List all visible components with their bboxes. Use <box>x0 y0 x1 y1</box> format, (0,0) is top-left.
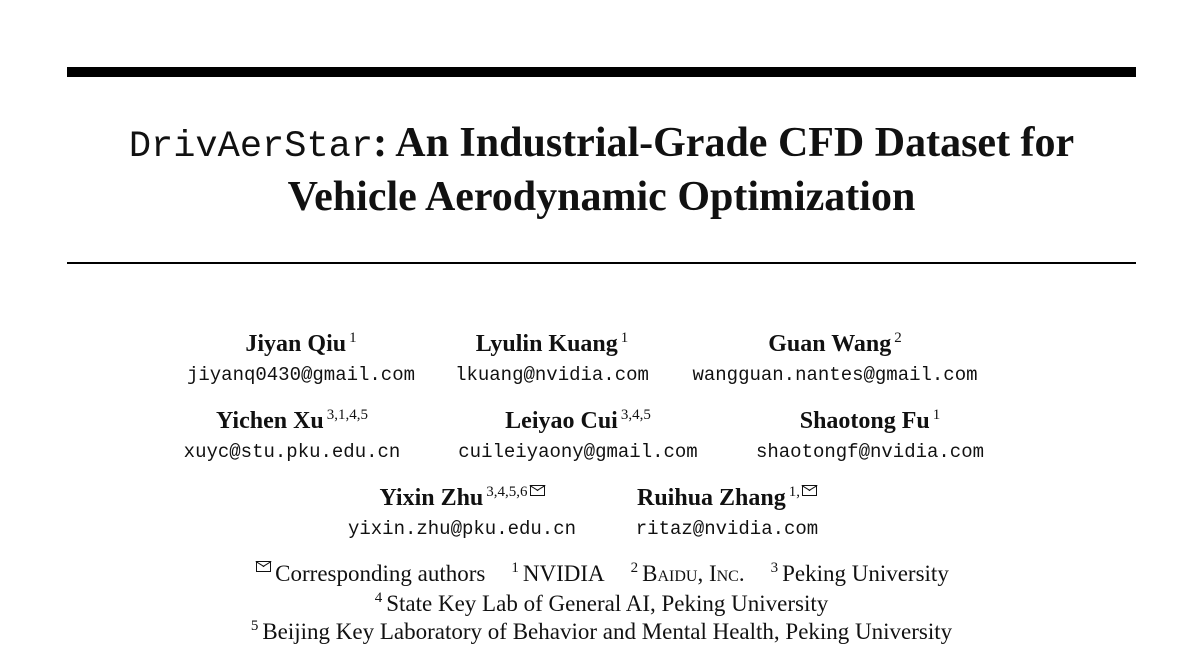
author-name: Guan Wang $^2$ <box>768 330 902 357</box>
author-affiliation-marks: 1 <box>620 330 629 346</box>
author-email[interactable]: xuyc@stu.pku.edu.cn <box>183 441 401 463</box>
author-email[interactable]: lkuang@nvidia.com <box>455 364 649 386</box>
author-email[interactable]: wangguan.nantes@gmail.com <box>692 364 978 386</box>
affiliation-peking: Peking University <box>782 561 949 586</box>
bottom-rule <box>67 262 1136 264</box>
affiliations-line-1: Corresponding authors $^1$ NVIDIA $^2$ Baidu, Inc. $^3$ Peking University <box>67 554 1136 588</box>
author-affiliation-marks: 3,1,4,5 <box>326 407 369 423</box>
author-affiliation-marks: 1, <box>789 484 817 500</box>
author-name: Jiyan Qiu $^1$ <box>245 330 357 357</box>
author-affiliation-marks: 1 <box>349 330 357 346</box>
author-block <box>700 401 1040 463</box>
author-email[interactable]: jiyanq0430@gmail.com <box>186 364 416 386</box>
paper-title-line-1 <box>67 118 1136 172</box>
author-email[interactable]: yixin.zhu@pku.edu.cn <box>347 518 577 540</box>
author-affiliation-marks: 3,4,5 <box>620 407 651 423</box>
author-name: Leiyao Cui $^{3,4,5}$ <box>505 407 651 434</box>
envelope-icon <box>802 485 817 496</box>
envelope-icon <box>530 485 545 496</box>
author-block <box>665 324 1005 386</box>
author-name: Ruihua Zhang $^{1,}$ <box>557 478 897 512</box>
affiliation-state-key-lab: State Key Lab of General AI, Peking University <box>386 591 829 616</box>
author-email[interactable]: cuileiyaony@gmail.com <box>458 441 698 463</box>
title-line-1-text: : An Industrial-Grade CFD Dataset for <box>373 120 1075 166</box>
affiliations-line-3: $^5$ Beijing Key Laboratory of Behavior and Mental Health, Peking University <box>250 618 953 644</box>
envelope-icon <box>256 561 271 572</box>
dataset-name: DrivAerStar <box>128 126 374 168</box>
paper-title-line-2: Vehicle Aerodynamic Optimization <box>287 174 916 220</box>
affiliation-baidu: Baidu, Inc. <box>642 561 745 586</box>
author-affiliation-marks: 3,4,5,6 <box>486 484 544 500</box>
author-affiliation-marks: 2 <box>894 330 902 346</box>
affiliations-line-2: $^4$ State Key Lab of General AI, Peking University <box>374 590 829 616</box>
author-email[interactable]: shaotongf@nvidia.com <box>755 441 985 463</box>
corresponding-note: Corresponding authors <box>275 561 486 586</box>
author-name: Yichen Xu $^{3,1,4,5}$ <box>215 407 369 434</box>
author-block <box>557 478 897 540</box>
author-block <box>408 401 748 463</box>
author-name: Shaotong Fu $^1$ <box>799 407 941 434</box>
author-name: Lyulin Kuang $^1$ <box>475 330 629 357</box>
top-rule <box>67 67 1136 77</box>
author-affiliation-marks: 1 <box>932 407 941 423</box>
affiliation-nvidia: NVIDIA <box>522 561 605 586</box>
affiliation-beijing-key-lab: Beijing Key Laboratory of Behavior and Mental Health, Peking University <box>262 619 953 644</box>
author-email[interactable]: ritaz@nvidia.com <box>635 518 819 540</box>
author-name: Yixin Zhu $^{3,4,5,6}$ <box>292 478 632 512</box>
